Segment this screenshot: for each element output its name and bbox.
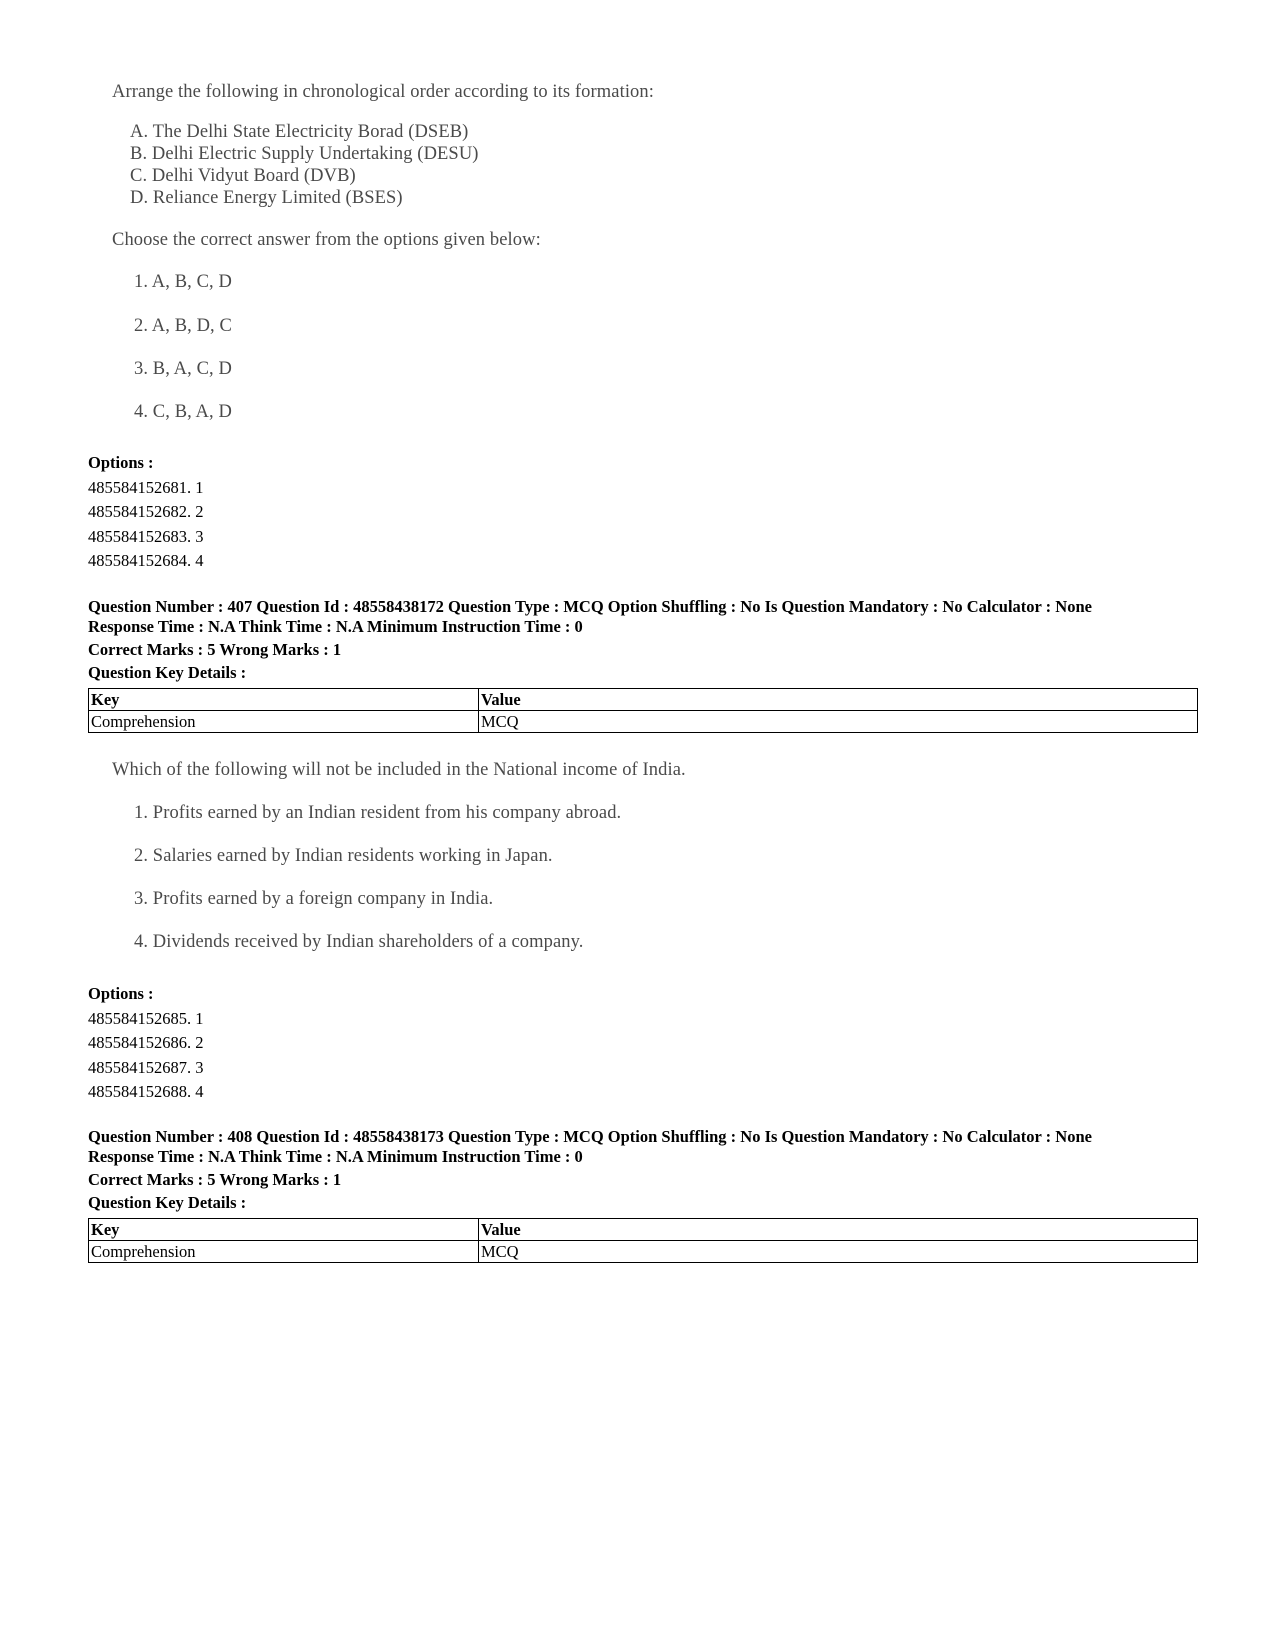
answer-choice: 1. A, B, C, D: [134, 272, 232, 292]
table-header-row: [89, 1219, 1198, 1241]
question-intro: Which of the following will not be included in the National income of India.: [112, 760, 686, 780]
options-label: Options :: [88, 984, 154, 1003]
table-header-key: Key: [89, 689, 479, 711]
table-cell-key: Comprehension: [89, 1241, 479, 1263]
option-item: 485584152686. 2: [88, 1033, 204, 1052]
answer-choice: 4. Dividends received by Indian shareholders of a company.: [134, 932, 584, 952]
table-header-row: [89, 689, 1198, 711]
table-header-value: Value: [479, 689, 1198, 711]
answer-choice: 1. Profits earned by an Indian resident from his company abroad.: [134, 803, 622, 823]
option-item: 485584152682. 2: [88, 502, 204, 521]
question-meta-line: Question Number : 408 Question Id : 48558438173 Question Type : MCQ Option Shuffling : No Is Question Mandatory : No Calculator : None: [88, 1127, 1092, 1146]
answer-choice: 3. B, A, C, D: [134, 359, 232, 379]
table-header-value: Value: [479, 1219, 1198, 1241]
statement-item: C. Delhi Vidyut Board (DVB): [130, 166, 356, 186]
options-block: [88, 982, 204, 1105]
table-row: [89, 1241, 1198, 1263]
option-item: 485584152684. 4: [88, 551, 204, 570]
question-marks: Correct Marks : 5 Wrong Marks : 1: [88, 640, 342, 659]
table-cell-key: Comprehension: [89, 711, 479, 733]
answer-choice: 2. A, B, D, C: [134, 316, 232, 336]
option-item: 485584152685. 1: [88, 1008, 204, 1028]
options-block: [88, 451, 204, 574]
answer-choice: 2. Salaries earned by Indian residents working in Japan.: [134, 846, 553, 866]
question-407-meta: [88, 597, 1198, 683]
statement-item: B. Delhi Electric Supply Undertaking (DESU): [130, 144, 479, 164]
question-key-table: [88, 1218, 1198, 1263]
question-key-table: [88, 688, 1198, 733]
answer-choice: 3. Profits earned by a foreign company in India.: [134, 889, 494, 909]
options-label: Options :: [88, 453, 154, 472]
option-item: 485584152687. 3: [88, 1057, 204, 1077]
question-408-meta: [88, 1127, 1198, 1213]
answer-choice: 4. C, B, A, D: [134, 402, 232, 422]
question-key-details-label: Question Key Details :: [88, 663, 247, 682]
question-key-details-label: Question Key Details :: [88, 1193, 247, 1212]
choose-instruction: Choose the correct answer from the options given below:: [112, 230, 541, 250]
question-timing-line: Response Time : N.A Think Time : N.A Minimum Instruction Time : 0: [88, 617, 583, 636]
table-cell-value: MCQ: [479, 711, 1198, 733]
question-meta-line: Question Number : 407 Question Id : 48558438172 Question Type : MCQ Option Shuffling : No Is Question Mandatory : No Calculator : None: [88, 597, 1092, 616]
table-row: [89, 711, 1198, 733]
option-item: 485584152681. 1: [88, 477, 204, 497]
option-item: 485584152688. 4: [88, 1082, 204, 1101]
table-cell-value: MCQ: [479, 1241, 1198, 1263]
question-intro: Arrange the following in chronological order according to its formation:: [112, 82, 655, 102]
statement-item: A. The Delhi State Electricity Borad (DSEB): [130, 122, 469, 142]
statement-item: D. Reliance Energy Limited (BSES): [130, 188, 403, 208]
question-marks: Correct Marks : 5 Wrong Marks : 1: [88, 1170, 342, 1189]
question-timing-line: Response Time : N.A Think Time : N.A Minimum Instruction Time : 0: [88, 1147, 583, 1166]
option-item: 485584152683. 3: [88, 526, 204, 546]
table-header-key: Key: [89, 1219, 479, 1241]
